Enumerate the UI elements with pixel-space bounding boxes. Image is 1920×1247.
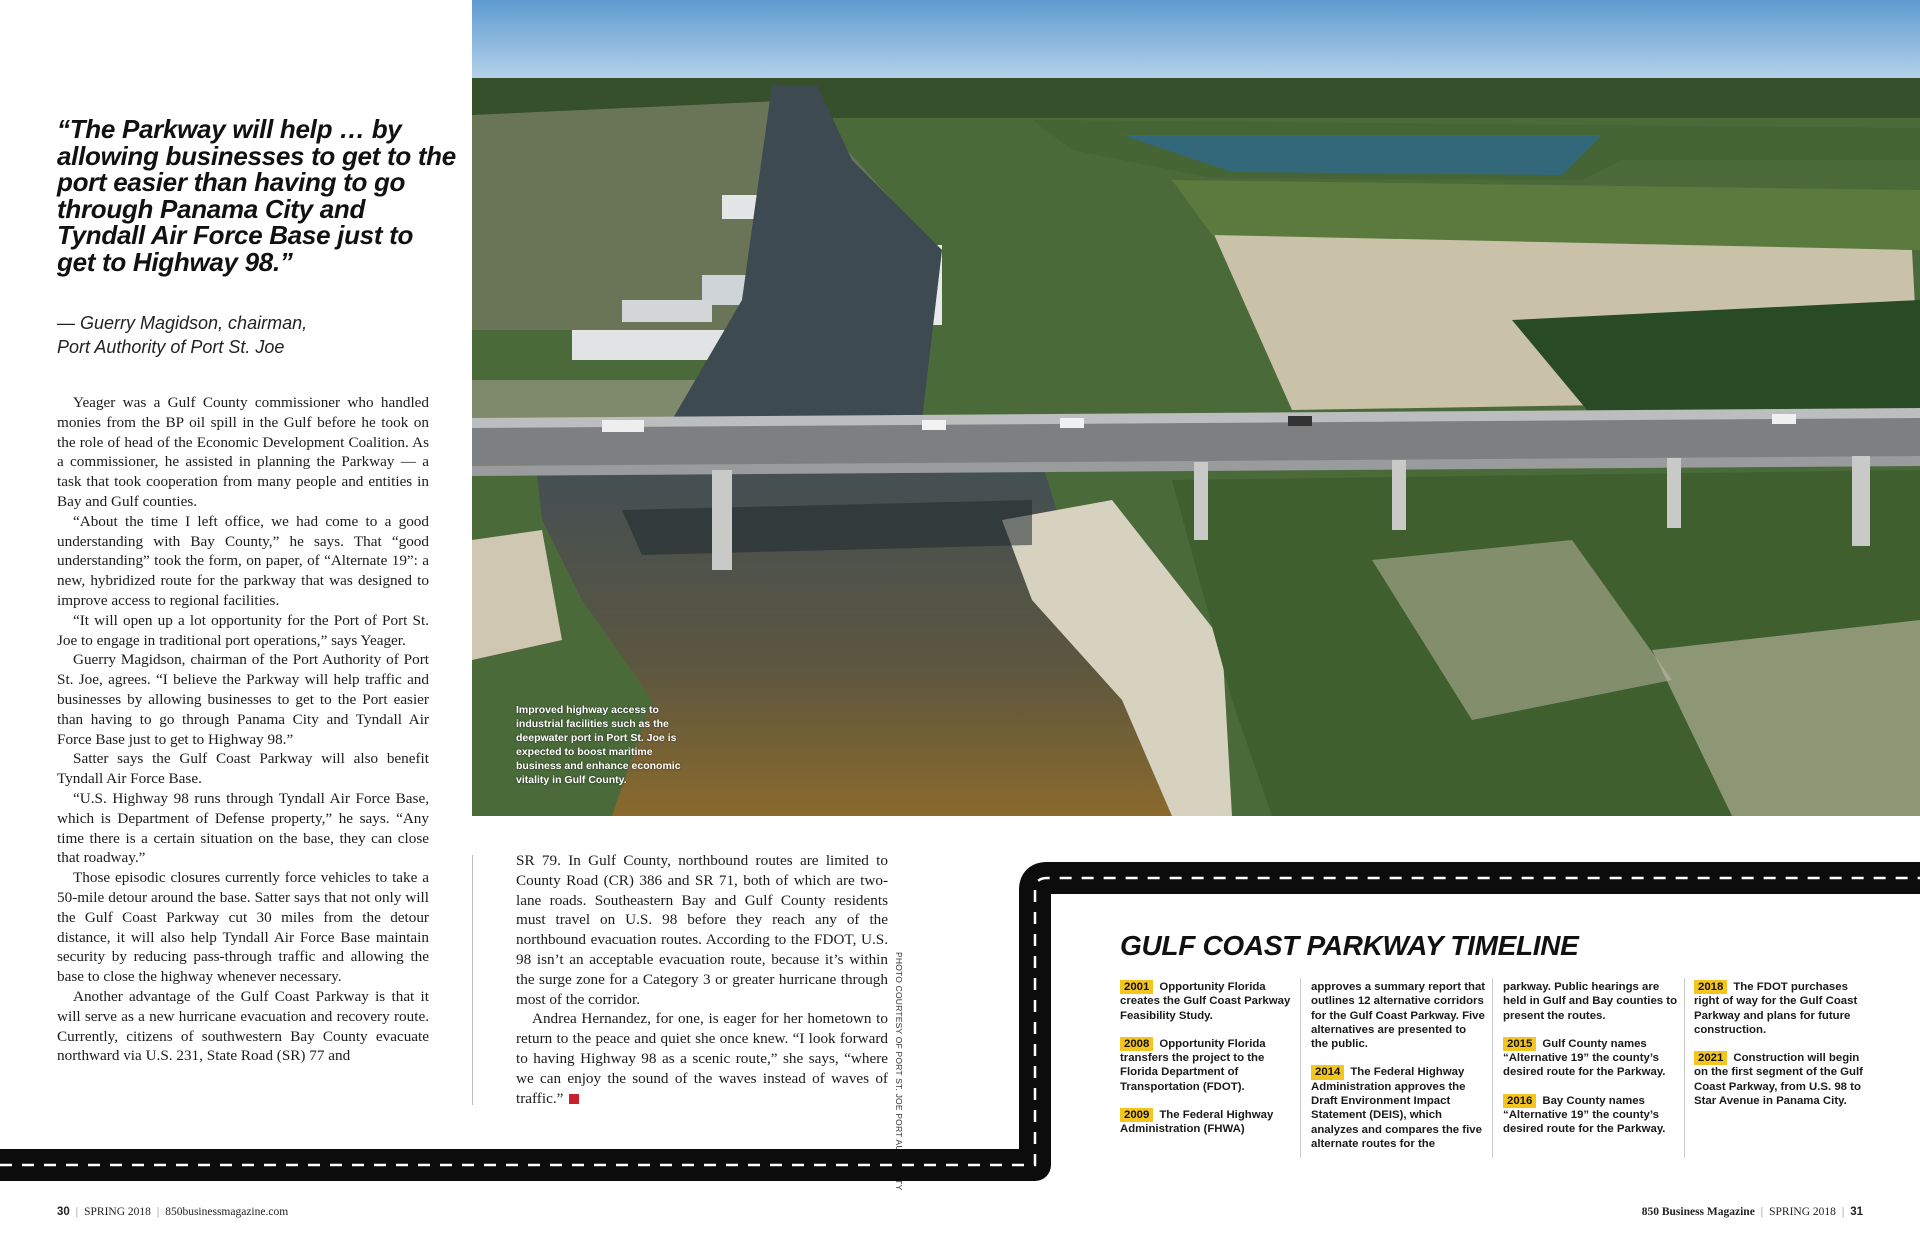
timeline-year: 2001 <box>1120 980 1153 994</box>
timeline-text: Opportunity Florida creates the Gulf Coast Parkway Feasibility Study. <box>1120 981 1291 1022</box>
footer-separator: | <box>1841 1206 1845 1218</box>
footer-separator: | <box>75 1206 79 1218</box>
body-final-text: Andrea Hernandez, for one, is eager for her hometown to return to the peace and quiet she once knew. “I look forward to having Highway 98 as a scenic route,” she says, “where we can enjoy the sound of the waves instead of waves of traffic.” <box>516 1010 888 1107</box>
timeline-entry <box>1120 980 1295 1023</box>
pull-quote-attribution-line2: Port Authority of Port St. Joe <box>57 337 285 357</box>
timeline-text: The Federal Highway Administration (FHWA) <box>1120 1109 1274 1136</box>
timeline-title: GULF COAST PARKWAY TIMELINE <box>1120 930 1579 961</box>
photo-caption: Improved highway access to industrial facilities such as the deepwater port in Port St. Joe is expected to boost maritime business and enhance economic vitality in Gulf County. <box>516 704 681 786</box>
timeline-entry <box>1503 1037 1678 1080</box>
timeline-entry <box>1694 980 1869 1037</box>
timeline-entry <box>1311 1065 1486 1151</box>
timeline-text: Opportunity Florida transfers the project to the Florida Department of Transportation (FDOT). <box>1120 1037 1266 1093</box>
body-paragraph: Those episodic closures currently force vehicles to take a 50-mile detour around the base. Satter says that not only will the Gulf Coast Parkway cut 30 miles from the detour distance, it will also help Tyndall Air Force Base maintain security by reducing pass-through traffic and allowing the base to close the highway whenever necessary. <box>57 869 429 986</box>
body-paragraph: “U.S. Highway 98 runs through Tyndall Air Force Base, which is Department of Defense property,” he says. “Any time there is a certain situation on the base, they can close that roadway.” <box>57 789 429 867</box>
timeline-continuation: parkway. Public hearings are held in Gulf and Bay counties to present the routes. <box>1503 981 1678 1022</box>
timeline-text: The Federal Highway Administration approves the Draft Environment Impact Statement (DEIS), which analyzes and compares the five alternate routes for the <box>1311 1066 1482 1150</box>
timeline-year: 2008 <box>1120 1037 1153 1051</box>
timeline-year: 2009 <box>1120 1108 1153 1122</box>
timeline-entry <box>1694 1051 1869 1108</box>
body-paragraph: Yeager was a Gulf County commissioner who handled monies from the BP oil spill in the Gulf before he took on the role of head of the Economic Development Coalition. As a commissioner, he assisted in planning the Parkway — a task that took cooperation from many people and entities in Bay and Gulf counties. <box>57 394 429 510</box>
body-paragraph: Another advantage of the Gulf Coast Parkway is that it will serve as a new hurricane evacuation and recovery route. Currently, citizens of southwestern Bay County evacuate northward via U.S. 231, State Road (SR) 77 and <box>57 987 429 1065</box>
footer-separator: | <box>156 1206 160 1218</box>
body-paragraph: Guerry Magidson, chairman of the Port Authority of Port St. Joe, agrees. “I believe the Parkway will help traffic and businesses by allowing businesses to get to the Port easier than having to go through Panama City and Tyndall Air Force Base just to get to Highway 98.” <box>57 651 429 748</box>
timeline-year: 2016 <box>1503 1094 1536 1108</box>
body-paragraph: “It will open up a lot opportunity for the Port of Port St. Joe to engage in traditional port operations,” says Yeager. <box>57 611 429 649</box>
end-mark-icon <box>569 1094 579 1104</box>
pull-quote: “The Parkway will help … by allowing businesses to get to the port easier than having to go through Panama City and Tyndall Air Force Base just to get to Highway 98.” <box>57 114 456 277</box>
timeline-year: 2018 <box>1694 980 1727 994</box>
timeline-entry <box>1503 1094 1678 1137</box>
footer-right <box>1642 1206 1863 1218</box>
pull-quote-attribution-line1: — Guerry Magidson, chairman, <box>57 313 308 333</box>
timeline-text: Bay County names “Alternative 19” the county’s desired route for the Parkway. <box>1503 1094 1666 1136</box>
body-column-middle <box>516 851 888 1108</box>
footer-left <box>57 1206 288 1218</box>
timeline-year: 2014 <box>1311 1065 1344 1079</box>
timeline-column-2 <box>1311 980 1486 1165</box>
timeline-divider <box>1492 978 1493 1158</box>
timeline-text: Construction will begin on the first segment of the Gulf Coast Parkway, from U.S. 98 to Star Avenue in Panama City. <box>1694 1052 1863 1108</box>
column-divider <box>472 855 473 1105</box>
body-paragraph-final <box>516 1009 888 1108</box>
body-paragraph: “About the time I left office, we had come to a good understanding with Bay County,” he says. That “good understanding” took the form, on paper, of “Alternate 19”: a new, hybridized route for the parkway that was designed to improve access to regional facilities. <box>57 512 429 609</box>
footer-site-link[interactable]: 850businessmagazine.com <box>165 1206 289 1218</box>
footer-issue-right: SPRING 2018 <box>1769 1206 1836 1218</box>
timeline-year: 2015 <box>1503 1037 1536 1051</box>
timeline-text: The FDOT purchases right of way for the Gulf Coast Parkway and plans for future construction. <box>1694 981 1858 1036</box>
page-number-left: 30 <box>57 1206 70 1218</box>
body-paragraph: SR 79. In Gulf County, northbound routes are limited to County Road (CR) 386 and SR 71, both of which are two-lane roads. Southeastern Bay and Gulf County residents must travel on U.S. 98 before they reach any of the northbound evacuation routes. According to the FDOT, U.S. 98 isn’t an acceptable evacuation route, because it’s within the surge zone for a Category 3 or greater hurricane through most of the corridor. <box>516 852 888 1008</box>
timeline-entry <box>1120 1108 1295 1137</box>
timeline-column-3 <box>1503 980 1678 1151</box>
timeline-column-1 <box>1120 980 1295 1151</box>
page-number-right: 31 <box>1850 1206 1863 1218</box>
photo-credit: PHOTO COURTESY OF PORT ST. JOE PORT AUTHORITY <box>894 952 904 1191</box>
timeline-continuation: approves a summary report that outlines 12 alternative corridors for the Gulf Coast Parkway. Five alternatives are presented to the public. <box>1311 981 1486 1051</box>
footer-issue-left: SPRING 2018 <box>84 1206 151 1218</box>
timeline-divider <box>1300 978 1301 1158</box>
timeline-column-4 <box>1694 980 1869 1122</box>
timeline-entry <box>1120 1037 1295 1094</box>
footer-separator: | <box>1760 1206 1764 1218</box>
body-paragraph: Satter says the Gulf Coast Parkway will also benefit Tyndall Air Force Base. <box>57 750 429 788</box>
pull-quote-attribution <box>57 311 457 359</box>
footer-magazine-name: 850 Business Magazine <box>1641 1206 1755 1218</box>
aerial-photo <box>472 0 1920 816</box>
timeline-year: 2021 <box>1694 1051 1727 1065</box>
timeline-divider <box>1684 978 1685 1158</box>
timeline-text: Gulf County names “Alternative 19” the county’s desired route for the Parkway. <box>1503 1037 1666 1079</box>
body-column-left <box>57 393 429 1066</box>
